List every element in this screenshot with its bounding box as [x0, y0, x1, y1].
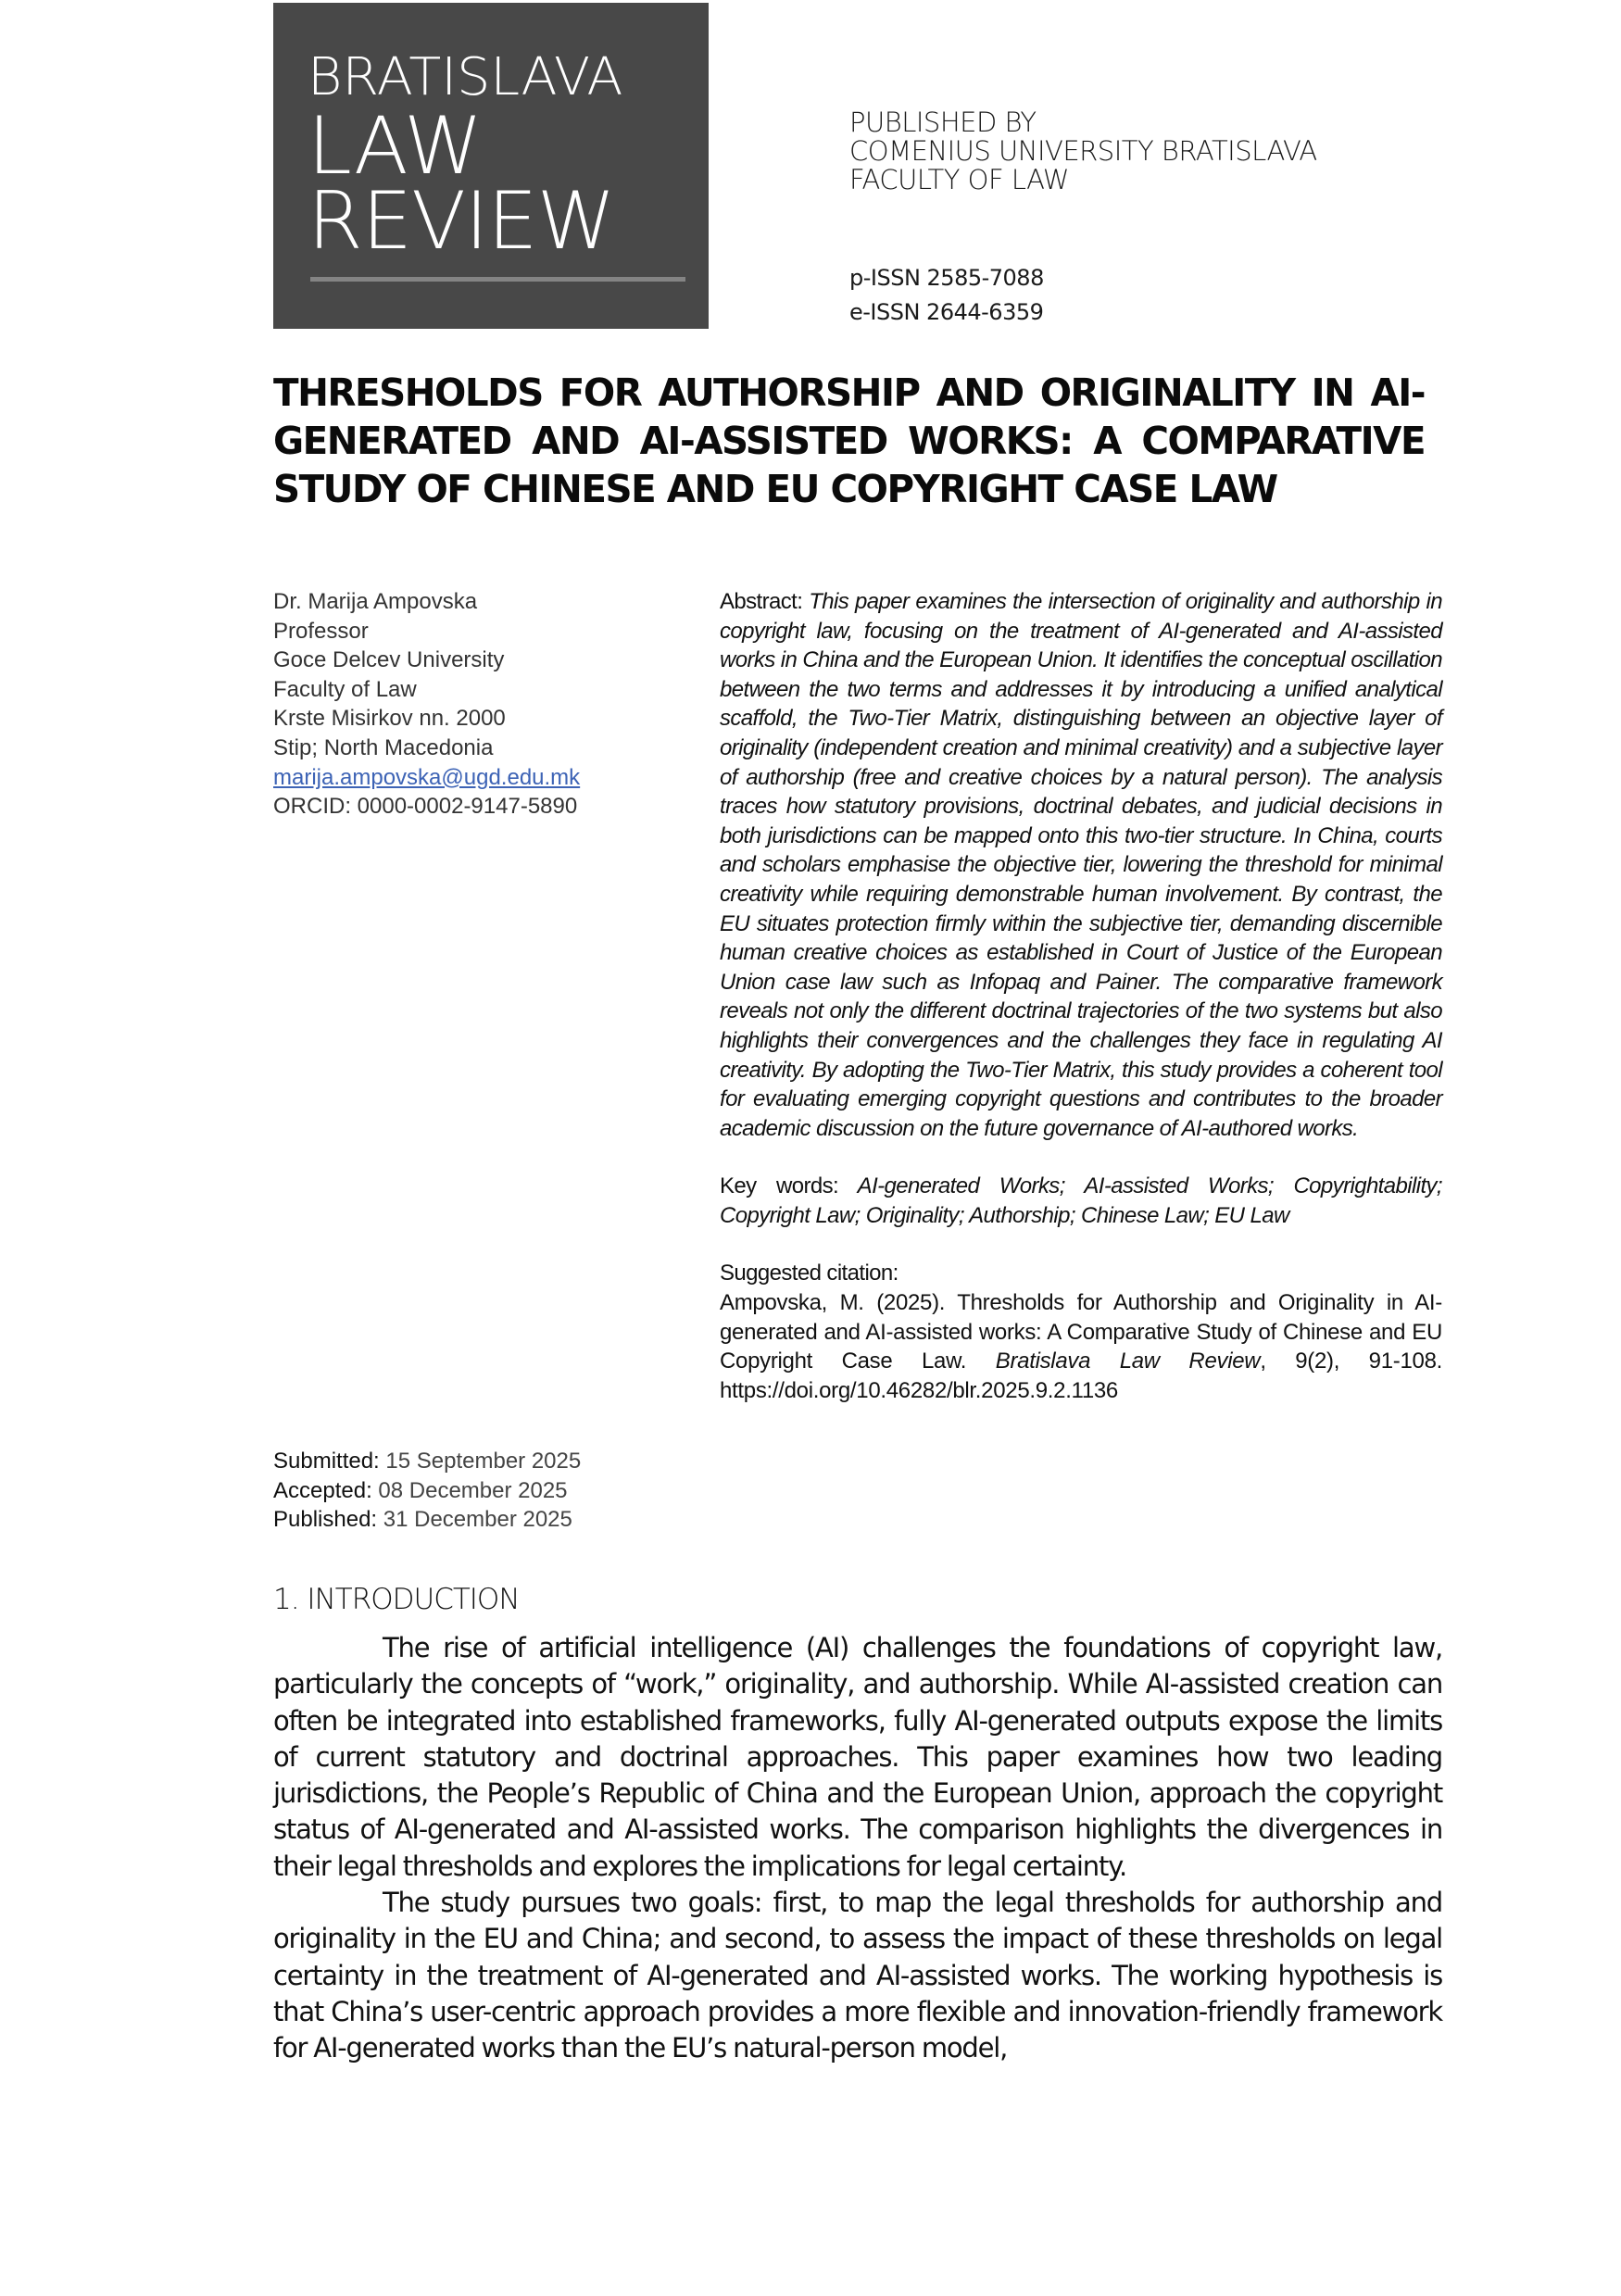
abstract-column [720, 587, 1442, 1405]
publisher-line-2: COMENIUS UNIVERSITY BRATISLAVA [849, 135, 1317, 167]
citation-label: Suggested citation: [720, 1261, 898, 1286]
article-title [273, 369, 1425, 513]
journal-logo [273, 3, 709, 329]
electronic-issn: e-ISSN 2644-6359 [849, 299, 1044, 325]
accepted-label: Accepted: [273, 1477, 372, 1503]
keywords-text: AI-generated Works; AI-assisted Works; Copyrightability; Copyright Law; Originality; Authorship; Chinese Law; EU Law [720, 1173, 1442, 1228]
submitted-value: 15 September 2025 [379, 1449, 582, 1474]
author-institution: Goce Delcev University [273, 647, 505, 673]
keywords-label: Key words: [720, 1173, 839, 1199]
published-label: Published: [273, 1507, 378, 1532]
issn-block [849, 261, 1044, 330]
author-name: Dr. Marija Ampovska [273, 589, 478, 614]
publisher-info [849, 108, 1317, 194]
section-heading-introduction: 1. INTRODUCTION [273, 1583, 520, 1616]
submitted-label: Submitted: [273, 1449, 380, 1474]
logo-text-bratislava: BRATISLAVA [308, 47, 623, 107]
title-line-2: GENERATED AND AI-ASSISTED WORKS: A COMPARATIVE [273, 419, 1426, 463]
accepted-date [273, 1476, 581, 1506]
title-line-3: STUDY OF CHINESE AND EU COPYRIGHT CASE LAW [273, 467, 1277, 511]
logo-text-review: REVIEW [308, 175, 615, 268]
publisher-line-3: FACULTY OF LAW [849, 164, 1070, 195]
author-faculty: Faculty of Law [273, 676, 417, 702]
title-line-1: THRESHOLDS FOR AUTHORSHIP AND ORIGINALITY IN AI- [273, 370, 1426, 415]
citation-doi[interactable]: , 9(2), 91-108. https://doi.org/10.46282/blr.2025.9.2.1136 [720, 1349, 1442, 1403]
logo-rule-divider [310, 277, 685, 282]
print-issn: p-ISSN 2585-7088 [849, 265, 1044, 291]
introduction-body [273, 1630, 1442, 2067]
author-orcid: ORCID: 0000-0002-9147-5890 [273, 794, 578, 820]
accepted-value: 08 December 2025 [371, 1477, 568, 1503]
submitted-date [273, 1447, 581, 1476]
abstract-text: This paper examines the intersection of originality and authorship in copyright law, focusing on the treatment of AI-generated and AI-assisted works in China and the European Union. It identifies the conceptual oscillation between the two terms and addresses it by introducing a unified analytical scaffold, the Two-Tier Matrix, distinguishing between an objective layer of originality (independent creation and minimal creativity) and a subjective layer of authorship (free and creative choices by a natural person). The analysis traces how statutory provisions, doctrinal debates, and judicial decisions in both jurisdictions can be mapped onto this two-tier structure. In China, courts and scholars emphasise the objective tier, lowering the threshold for minimal creativity while requiring demonstrable human involvement. By contrast, the EU situates protection firmly within the subjective tier, demanding discernible human creative choices as established in Court of Justice of the European Union case law such as Infopaq and Painer. The comparative framework reveals not only the different doctrinal trajectories of the two systems but also highlights their convergences and the challenges they face in regulating AI creativity. By adopting the Two-Tier Matrix, this study provides a coherent tool for evaluating emerging copyright questions and contributes to the broader academic discussion on the future governance of AI-authored works. [720, 589, 1442, 1141]
citation-text: Ampovska, M. (2025). Thresholds for Authorship and Originality in AI-generated and AI-assisted works: A Comparative Study of Chinese and EU Copyright Case Law. [720, 1290, 1442, 1374]
author-city-country: Stip; North Macedonia [273, 734, 494, 760]
abstract-label: Abstract: [720, 589, 803, 614]
author-position: Professor [273, 618, 369, 644]
article-dates [273, 1447, 581, 1535]
published-date [273, 1505, 581, 1535]
intro-paragraph-1: The rise of artificial intelligence (AI) challenges the foundations of copyright law, particularly the concepts of “work,” originality, and authorship. While AI-assisted creation can often be integrated into established frameworks, fully AI-generated outputs expose the limits of current statutory and doctrinal approaches. This paper examines how two leading jurisdictions, the People’s Republic of China and the European Union, approach the copyright status of AI-generated and AI-assisted works. The comparison highlights the divergences in their legal thresholds and explores the implications for legal certainty. [273, 1632, 1442, 1882]
publisher-line-1: PUBLISHED BY [849, 107, 1037, 138]
keywords [720, 1172, 1442, 1230]
suggested-citation [720, 1288, 1442, 1405]
citation-journal: Bratislava Law Review [995, 1349, 1261, 1374]
intro-paragraph-2: The study pursues two goals: first, to map the legal thresholds for authorship and originality in the EU and China; and second, to assess the impact of these thresholds on legal certainty in the treatment of AI-generated and AI-assisted works. The working hypothesis is that China’s user-centric approach provides a more flexible and innovation-friendly framework for AI-generated works than the EU’s natural-person model, [273, 1887, 1442, 2064]
author-address: Krste Misirkov nn. 2000 [273, 706, 506, 732]
published-value: 31 December 2025 [377, 1507, 572, 1532]
logo-text-law: LAW [308, 100, 484, 193]
author-info [273, 587, 580, 822]
author-email-link[interactable]: marija.ampovska@ugd.edu.mk [273, 764, 581, 790]
abstract [720, 587, 1442, 1143]
